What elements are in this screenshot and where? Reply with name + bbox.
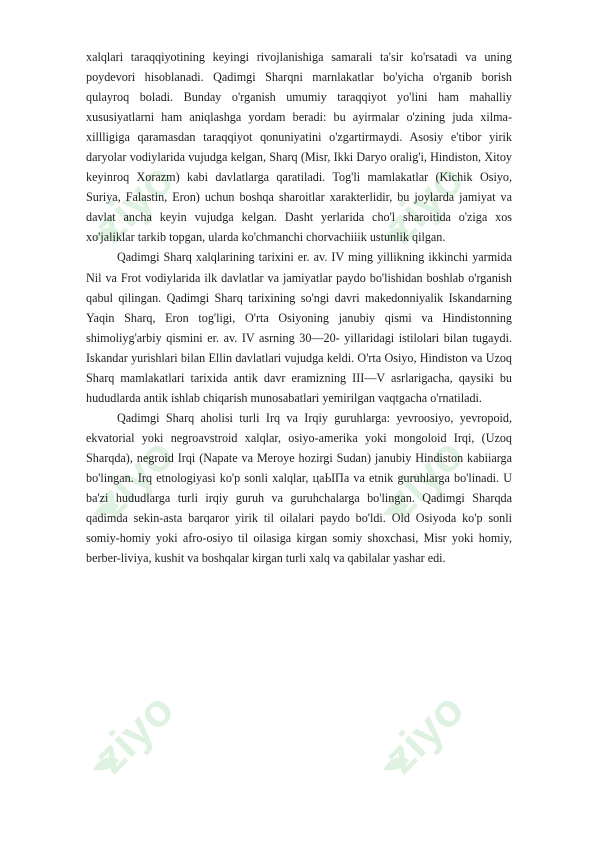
- svg-text:ziyo: ziyo: [83, 427, 184, 528]
- svg-text:ziyo: ziyo: [83, 152, 184, 253]
- svg-text:ziyo: ziyo: [83, 682, 184, 783]
- paragraph: Qadimgi Sharq aholisi turli Irq va Irqiy guruhlarga: yevroosiyo, yevropoid, ekvatorial yoki negroavstroid xalqlar, osiyo-amerika yoki mongoloid Irqi, (Uzoq Sharqda), negroid Irqi (Napate va Meroye hozirgi Sudan) janubiy Hindiston kabiiarga bo'lingan. Irq etnologiyasi ko'p sonli xalqlar, цаЫПа va etnik guruhlarga bo'linadi. U ba'zi hududlarga turli irqiy guruh va guruhchalarga bo'lingan. Qadimgi Sharqda qadimda sekin-asta barqaror yirik til oilalari paydo bo'ldi. Old Osiyoda ko'p sonli somiy-homiy yoki afro-osiyo til oilasiga kirgan somiy shoxchasi, Misr yoki homiy, berber-liviya, kushit va boshqalar kirgan turli xalq va qabilalar yashar edi.: [86, 410, 512, 566]
- svg-text:ziyo: ziyo: [373, 427, 474, 528]
- svg-text:ziyo: ziyo: [373, 682, 474, 783]
- svg-text:ziyo: ziyo: [373, 152, 474, 253]
- body-text: [86, 47, 512, 568]
- paragraph: Qadimgi Sharq xalqlarining tarixini er. av. IV ming yillikning ikkinchi yarmida Nil va Frot vodiylarida ilk davlatlar va jamiyatlar paydo bo'lishidan boshlab o'rganish qabul qilingan. Qadimgi Sharq tarixining so'ngi davri makedonniyalik Iskandarning Yaqin Sharq, Eron tog'ligi, O'rta Osiyoning janubiy qismi va Hindistonning shimoliyg'arbiy qismini er. av. IV asrning 30—20- yillaridagi istilolari bilan tugaydi. Iskandar yurishlari bilan Ellin davlatlari vujudga keldi. O'rta Osiyo, Hindiston va Uzoq Sharq mamlakatlari tarixida antik davr eramizning III—V asrlarigacha, qaysiki bu hududlarda antik ishlab chiqarish munosabatlari yemirilgan vaqtgacha o'rnatiladi.: [86, 250, 512, 405]
- logo-watermark-icon: [65, 650, 215, 800]
- logo-watermark-icon: [355, 650, 505, 800]
- paragraph: xalqlari taraqqiyotining keyingi rivojlanishiga samarali ta'sir ko'rsatadi va uning poydevori hisoblanadi. Qadimgi Sharqni marnlakatlar bo'yicha o'rganib borish qulayroq boladi. Bunday o'rganish umumiy taraqqiyot yo'lini ham mahalliy xususiyatlarni ham aniqlashga yordam beradi: bu ayirmalar o'zining juda xilma-xillligiga qaramasdan taraqqiyot qonuniyatini o'zgartirmaydi. Asosiy e'tibor yirik daryolar vodiylarida vujudga kelgan, Sharq (Misr, Ikki Daryo oralig'i, Hindiston, Xitoy keyinroq Xorazm) kabi davlatlarga qaratiladi. Tog'li mamlakatlar (Kichik Osiyo, Suriya, Falastin, Eron) uchun boshqa sharoitlar xarakterlidir, bu joylarda jamiyat va davlat ancha keyin vujudga kelgan. Dasht yerlarida cho'l sharoitida o'ziga xos xo'jaliklar tarkib topgan, ularda ko'chmanchi chorvachiiik ustunlik qilgan.: [86, 50, 512, 245]
